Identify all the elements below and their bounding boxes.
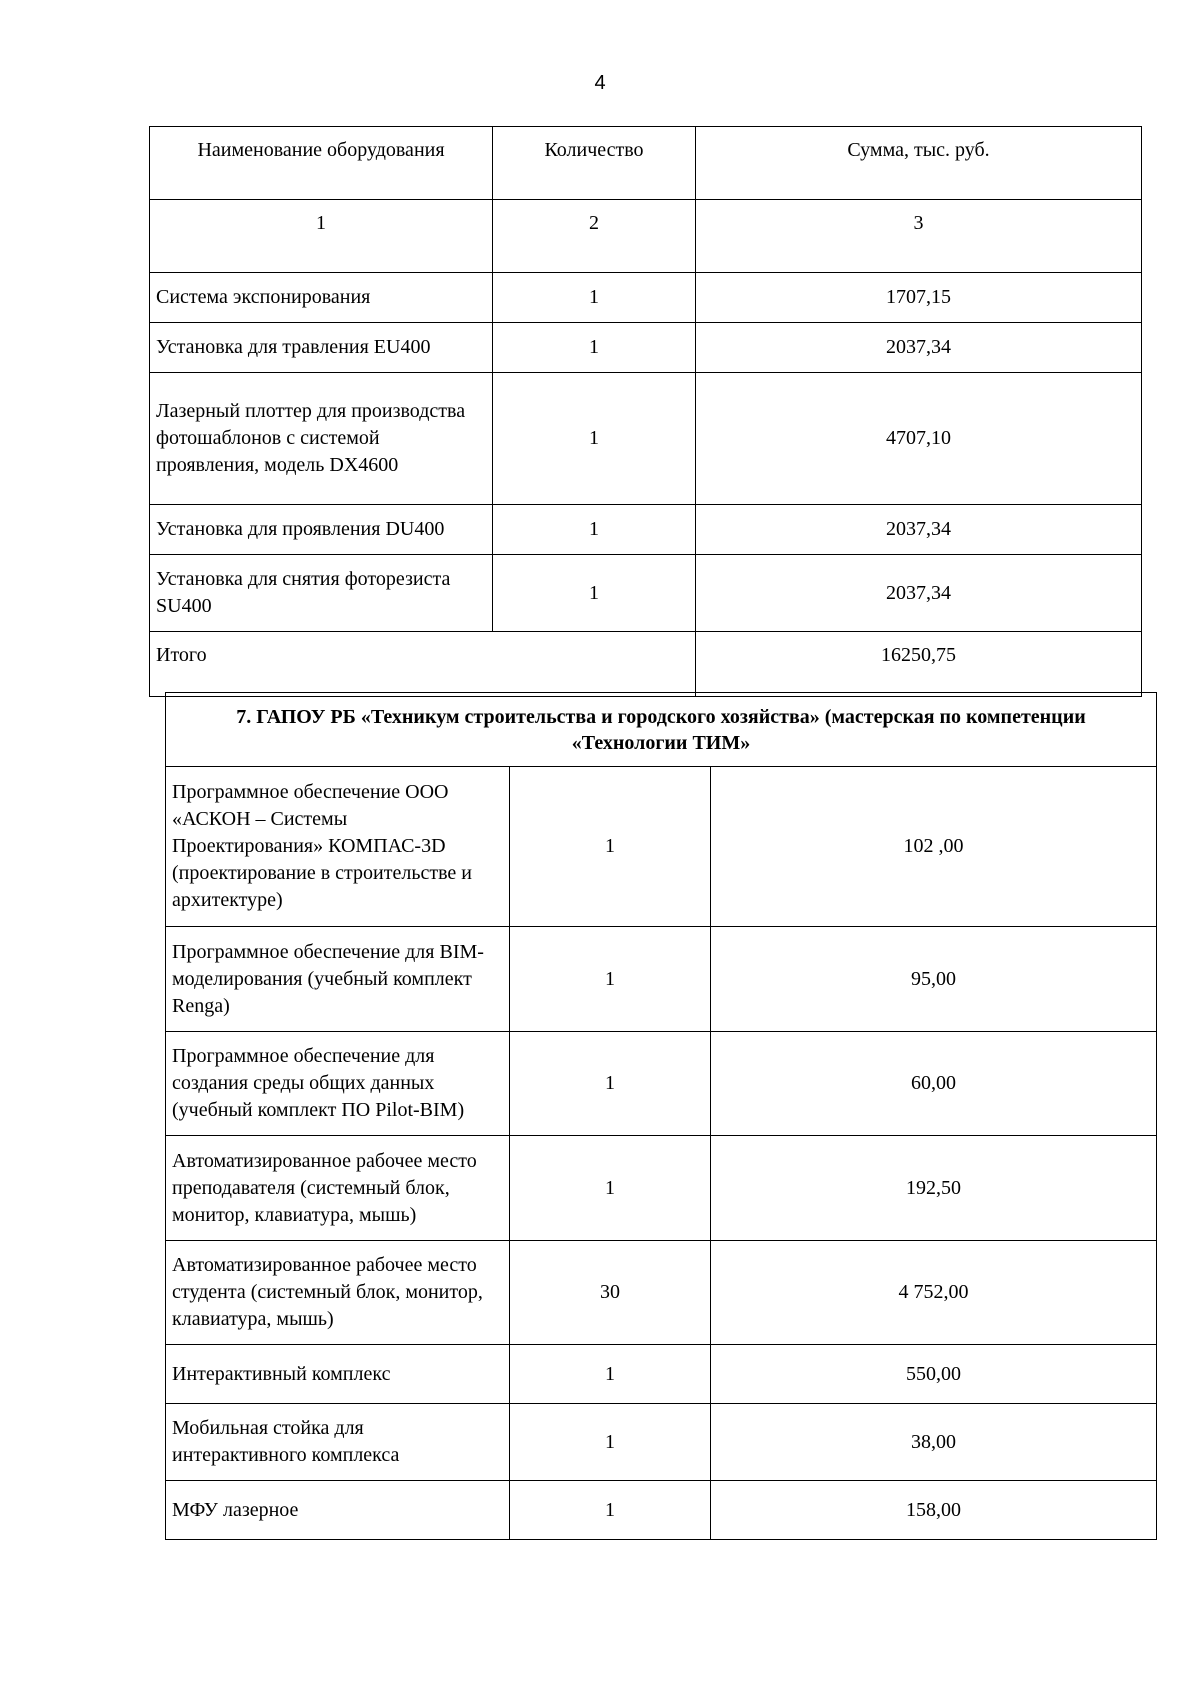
table-row	[150, 323, 1142, 373]
sum: 550,00	[711, 1345, 1157, 1404]
equipment-table	[149, 126, 1142, 697]
equipment-name: Установка для снятия фоторезиста SU400	[150, 555, 493, 632]
quantity: 1	[510, 1032, 711, 1136]
quantity: 1	[493, 323, 696, 373]
sum: 192,50	[711, 1136, 1157, 1241]
equipment-name: Система экспонирования	[150, 273, 493, 323]
table-row	[166, 1404, 1157, 1481]
header-quantity: Количество	[493, 127, 696, 200]
quantity: 1	[510, 1345, 711, 1404]
sum: 2037,34	[696, 505, 1142, 555]
quantity: 1	[493, 373, 696, 505]
equipment-name: Программное обеспечение ООО «АСКОН – Системы Проектирования» КОМПАС-3D (проектирование в строительстве и архитектуре)	[166, 767, 510, 927]
equipment-name: Интерактивный комплекс	[166, 1345, 510, 1404]
table-row	[166, 767, 1157, 927]
table-row	[166, 1136, 1157, 1241]
table-row	[150, 555, 1142, 632]
sum: 38,00	[711, 1404, 1157, 1481]
equipment-name: Программное обеспечение для BIM-моделирования (учебный комплект Renga)	[166, 927, 510, 1032]
sum: 1707,15	[696, 273, 1142, 323]
equipment-name: Установка для проявления DU400	[150, 505, 493, 555]
table-row	[166, 927, 1157, 1032]
table-row	[150, 373, 1142, 505]
quantity: 1	[510, 1136, 711, 1241]
column-number-row	[150, 200, 1142, 273]
quantity: 30	[510, 1241, 711, 1345]
sum: 158,00	[711, 1481, 1157, 1540]
quantity: 1	[493, 505, 696, 555]
quantity: 1	[510, 767, 711, 927]
equipment-name: Установка для травления EU400	[150, 323, 493, 373]
page-number: 4	[594, 72, 606, 94]
table-row	[150, 273, 1142, 323]
quantity: 1	[510, 1481, 711, 1540]
sum: 2037,34	[696, 555, 1142, 632]
equipment-name: Автоматизированное рабочее место преподавателя (системный блок, монитор, клавиатура, мышь)	[166, 1136, 510, 1241]
section-title: 7. ГАПОУ РБ «Техникум строительства и городского хозяйства» (мастерская по компетенции «Технологии ТИМ»	[166, 693, 1157, 767]
sum: 2037,34	[696, 323, 1142, 373]
column-number: 3	[696, 200, 1142, 273]
equipment-name: Автоматизированное рабочее место студента (системный блок, монитор, клавиатура, мышь)	[166, 1241, 510, 1345]
equipment-name: Лазерный плоттер для производства фотошаблонов с системой проявления, модель DX4600	[150, 373, 493, 505]
table-row	[166, 1481, 1157, 1540]
total-label: Итого	[150, 632, 696, 697]
quantity: 1	[510, 927, 711, 1032]
table-row	[150, 505, 1142, 555]
quantity: 1	[493, 273, 696, 323]
sum: 4707,10	[696, 373, 1142, 505]
total-row	[150, 632, 1142, 697]
column-number: 1	[150, 200, 493, 273]
table-header-row	[150, 127, 1142, 200]
section-title-row	[166, 693, 1157, 767]
table-row	[166, 1345, 1157, 1404]
header-equipment-name: Наименование оборудования	[150, 127, 493, 200]
table-row	[166, 1241, 1157, 1345]
header-sum: Сумма, тыс. руб.	[696, 127, 1142, 200]
workshop-equipment-table	[165, 692, 1157, 1540]
sum: 102 ,00	[711, 767, 1157, 927]
sum: 95,00	[711, 927, 1157, 1032]
equipment-name: Программное обеспечение для создания среды общих данных (учебный комплект ПО Pilot-BIM)	[166, 1032, 510, 1136]
sum: 60,00	[711, 1032, 1157, 1136]
table-row	[166, 1032, 1157, 1136]
total-sum: 16250,75	[696, 632, 1142, 697]
quantity: 1	[510, 1404, 711, 1481]
equipment-name: Мобильная стойка для интерактивного комплекса	[166, 1404, 510, 1481]
equipment-name: МФУ лазерное	[166, 1481, 510, 1540]
quantity: 1	[493, 555, 696, 632]
column-number: 2	[493, 200, 696, 273]
sum: 4 752,00	[711, 1241, 1157, 1345]
